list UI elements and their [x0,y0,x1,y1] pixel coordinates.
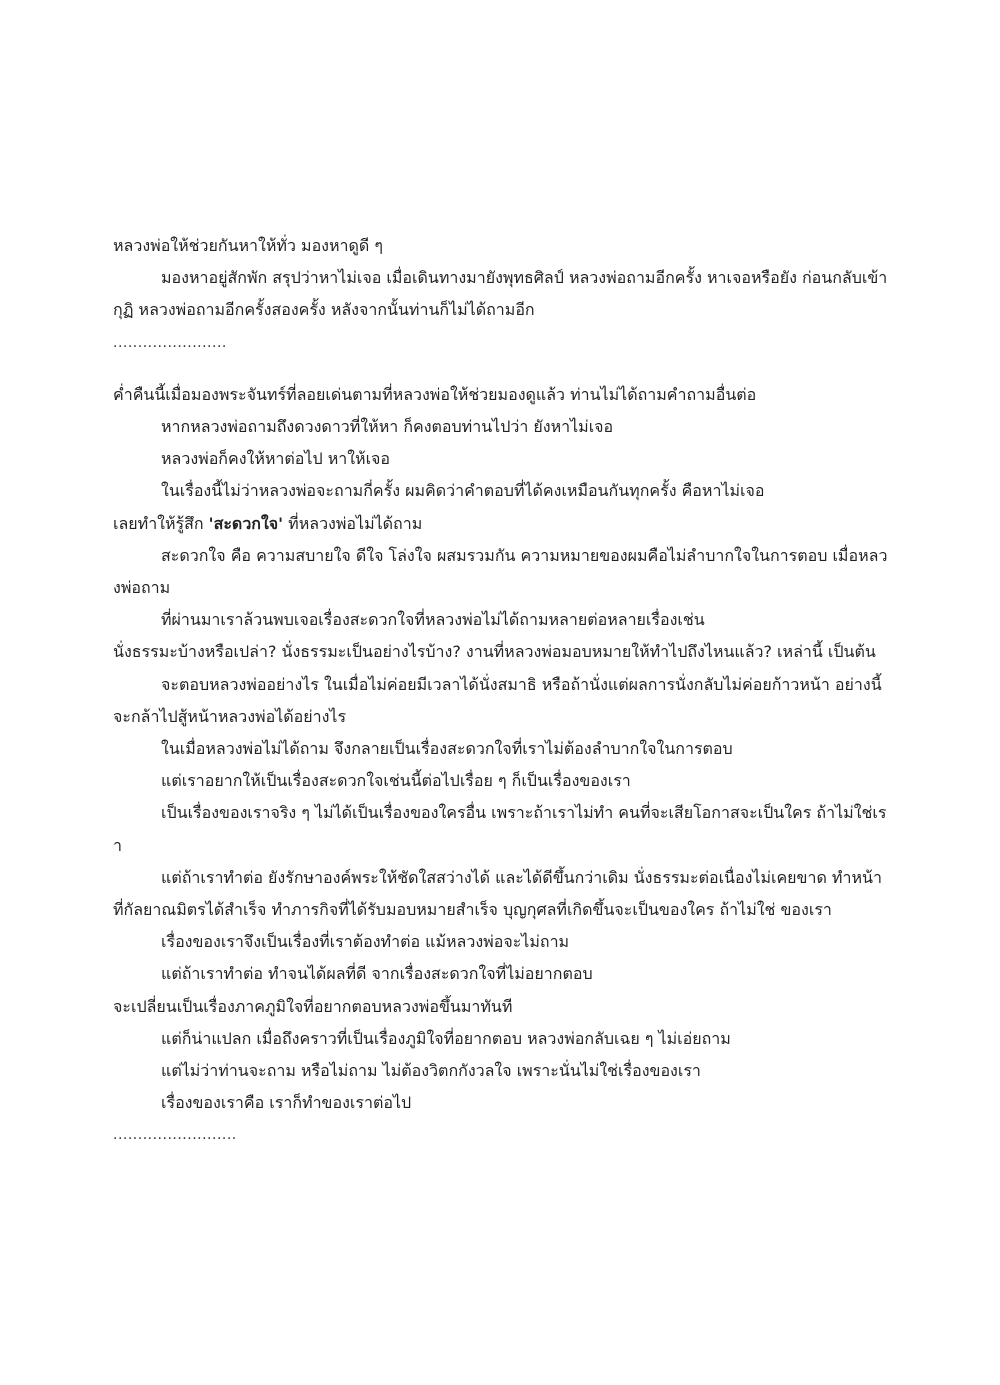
dotted-separator: ......................... [113,1127,237,1144]
paragraph [113,508,891,540]
paragraph: เรื่องของเราคือ เราก็ทำของเราต่อไป [161,1093,412,1113]
paragraph: หากหลวงพ่อถามถึงดวงดาวที่ให้หา ก็คงตอบท่านไปว่า ยังหาไม่เจอ [161,417,614,437]
paragraph: เรื่องของเราจึงเป็นเรื่องที่เราต้องทำต่อ แม้หลวงพ่อจะไม่ถาม [161,932,570,952]
document-body [113,230,891,1152]
paragraph: แต่เราอยากให้เป็นเรื่องสะดวกใจเช่นนี้ต่อไปเรื่อย ๆ ก็เป็นเรื่องของเรา [161,771,631,791]
paragraph: แต่ถ้าเราทำต่อ ทำจนได้ผลที่ดี จากเรื่องสะดวกใจที่ไม่อยากตอบ [161,964,593,984]
paragraph: ค่ำคืนนี้เมื่อมองพระจันทร์ที่ลอยเด่นตามที่หลวงพ่อให้ช่วยมองดูแล้ว ท่านไม่ได้ถามคำถามอื่นต่อ [113,384,757,404]
paragraph: ที่ผ่านมาเราล้วนพบเจอเรื่องสะดวกใจที่หลวงพ่อไม่ได้ถามหลายต่อหลายเรื่องเช่น [161,610,705,630]
paragraph: มองหาอยู่สักพัก สรุปว่าหาไม่เจอ เมื่อเดินทางมายังพุทธศิลป์ หลวงพ่อถามอีกครั้ง หาเจอหรือยัง ก่อนกลับเข้ากุฏิ หลวงพ่อถามอีกครั้งสองครั้ง หลังจากนั้นท่านก็ไม่ได้ถามอีก [113,268,888,320]
text-run: ที่หลวงพ่อไม่ได้ถาม [283,513,423,533]
paragraph: เป็นเรื่องของเราจริง ๆ ไม่ได้เป็นเรื่องของใครอื่น เพราะถ้าเราไม่ทำ คนที่จะเสียโอกาสจะเป็นใคร ถ้าไม่ใช่เรา [113,803,887,855]
paragraph: แต่ถ้าเราทำต่อ ยังรักษาองค์พระให้ชัดใสสว่างได้ และได้ดีขึ้นกว่าเดิม นั่งธรรมะต่อเนื่องไม่เคยขาด ทำหน้าที่กัลยาณมิตรได้สำเร็จ ทำภารกิจที่ได้รับมอบหมายสำเร็จ บุญกุศลที่เกิดขึ้นจะเป็นของใคร ถ้าไม่ใช่ ของเรา [113,867,882,920]
emphasized-term: 'สะดวกใจ' [208,513,284,533]
paragraph: หลวงพ่อให้ช่วยกันหาให้ทั่ว มองหาดูดี ๆ [113,236,383,255]
text-run: เลยทำให้รู้สึก [113,513,209,533]
paragraph: แต่ไม่ว่าท่านจะถาม หรือไม่ถาม ไม่ต้องวิตกกังวลใจ เพราะนั่นไม่ใช่เรื่องของเรา [161,1061,701,1081]
paragraph: ในเมื่อหลวงพ่อไม่ได้ถาม จึงกลายเป็นเรื่องสะดวกใจที่เราไม่ต้องลำบากใจในการตอบ [161,739,733,759]
paragraph: แต่ก็น่าแปลก เมื่อถึงคราวที่เป็นเรื่องภูมิใจที่อยากตอบ หลวงพ่อกลับเฉย ๆ ไม่เอ่ยถาม [161,1028,731,1048]
dotted-separator: ....................... [113,334,227,351]
paragraph: นั่งธรรมะบ้างหรือเปล่า? นั่งธรรมะเป็นอย่างไรบ้าง? งานที่หลวงพ่อมอบหมายให้ทำไปถึงไหนแล้ว? เหล่านี้ เป็นต้น [113,642,876,662]
paragraph: จะเปลี่ยนเป็นเรื่องภาคภูมิใจที่อยากตอบหลวงพ่อขึ้นมาทันที [113,996,513,1016]
paragraph: หลวงพ่อก็คงให้หาต่อไป หาให้เจอ [161,449,391,469]
paragraph: จะตอบหลวงพ่ออย่างไร ในเมื่อไม่ค่อยมีเวลาได้นั่งสมาธิ หรือถ้านั่งแต่ผลการนั่งกลับไม่ค่อยก้าวหน้า อย่างนี้จะกล้าไปสู้หน้าหลวงพ่อได้อย่างไร [113,674,882,726]
paragraph: ในเรื่องนี้ไม่ว่าหลวงพ่อจะถามกี่ครั้ง ผมคิดว่าคำตอบที่ได้คงเหมือนกันทุกครั้ง คือหาไม่เจอ [161,481,765,501]
paragraph: สะดวกใจ คือ ความสบายใจ ดีใจ โล่งใจ ผสมรวมกัน ความหมายของผมคือไม่ลำบากใจในการตอบ เมื่อหลวงพ่อถาม [113,545,888,598]
spacer [113,359,891,379]
